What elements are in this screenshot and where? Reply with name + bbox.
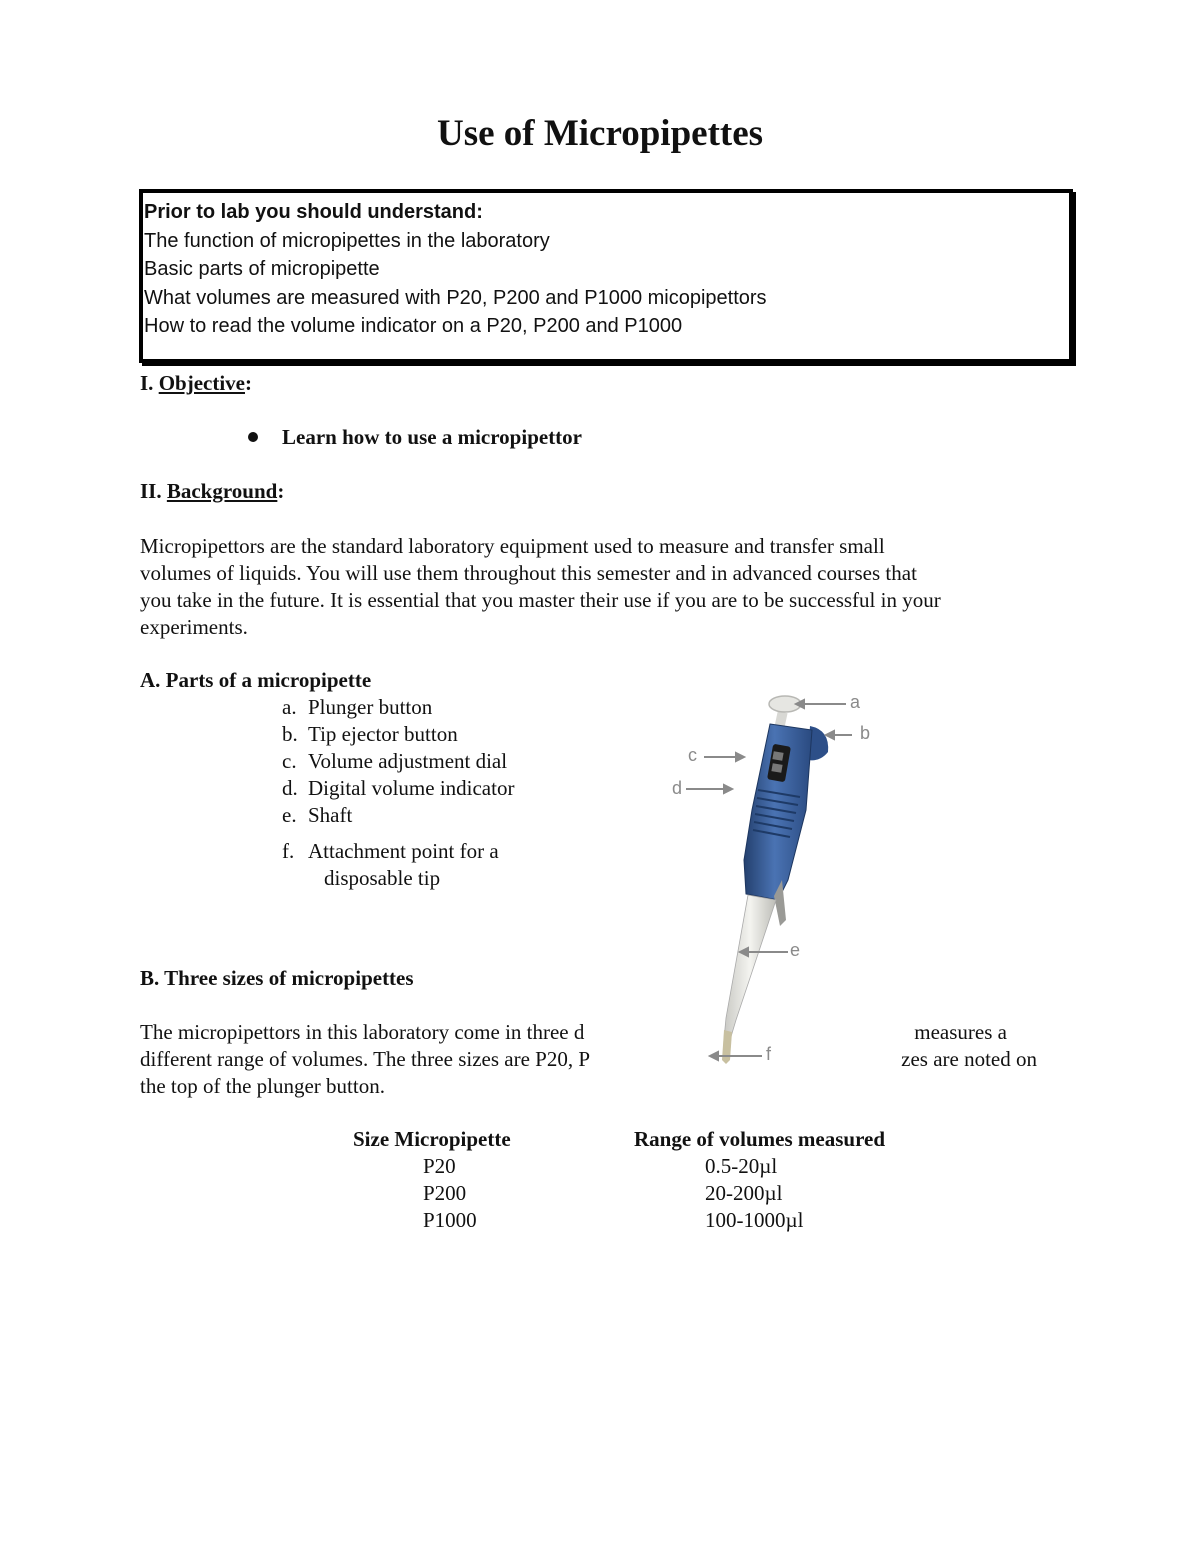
part-text: Digital volume indicator (308, 776, 515, 800)
paragraph-line: experiments. (140, 615, 248, 639)
objective-heading (140, 371, 252, 396)
parts-item-b (282, 722, 458, 747)
parts-item-c (282, 749, 507, 774)
background-colon: : (277, 479, 285, 503)
part-letter: f. (282, 839, 295, 863)
background-heading (140, 479, 284, 504)
parts-heading: A. Parts of a micropipette (140, 668, 372, 692)
table-cell-size: P200 (423, 1181, 467, 1205)
paragraph-line: you take in the future. It is essential that you master their use if you are to be successful in your (140, 588, 941, 612)
callout-label-f: f (766, 1044, 772, 1064)
part-text: Attachment point for a (308, 839, 499, 863)
parts-item-a (282, 695, 432, 720)
part-letter: a. (282, 695, 297, 719)
sizes-heading: B. Three sizes of micropipettes (140, 966, 414, 990)
arrow-head-icon (826, 731, 834, 739)
table-cell-range: 0.5-20µl (705, 1154, 778, 1178)
callout-label-e: e (790, 940, 801, 960)
sizes-line-2-right: zes are noted on (901, 1047, 1037, 1071)
sizes-line-3-left: the top of the plunger button. (140, 1074, 385, 1098)
objective-number: I. (140, 371, 159, 395)
arrow-head-icon (710, 1052, 718, 1060)
prior-box-heading: Prior to lab you should understand: (144, 201, 483, 223)
table-cell-size: P20 (423, 1154, 456, 1178)
table-header-size: Size Micropipette (353, 1127, 511, 1151)
callout-label-a: a (850, 692, 861, 712)
parts-item-f (282, 839, 499, 864)
part-text: Plunger button (308, 695, 433, 719)
callout-label-b: b (860, 723, 871, 743)
background-paragraph (140, 533, 1060, 641)
arrow-head-icon (736, 753, 744, 761)
arrow-head-icon (740, 948, 748, 956)
arrow-head-icon (796, 700, 804, 708)
table-cell-range: 20-200µl (705, 1181, 783, 1205)
objective-label: Objective (158, 371, 245, 395)
paragraph-line: volumes of liquids. You will use them throughout this semester and in advanced courses that (140, 561, 917, 585)
part-letter: b. (282, 722, 298, 746)
prior-box-item: The function of micropipettes in the laboratory (144, 229, 550, 252)
objective-bullet-text: Learn how to use a micropipettor (282, 425, 582, 449)
parts-item-e (282, 803, 352, 828)
part-text: Volume adjustment dial (308, 749, 508, 773)
callout-label-d: d (672, 778, 683, 798)
background-label: Background (166, 479, 278, 503)
sizes-line-1-left: The micropipettors in this laboratory come in three d (140, 1020, 585, 1044)
prior-box-item: How to read the volume indicator on a P20, P200 and P1000 (144, 315, 683, 338)
callout-layer (660, 690, 910, 1090)
objective-colon: : (244, 371, 252, 395)
table-cell-size: P1000 (423, 1208, 477, 1232)
arrow-head-icon (724, 785, 732, 793)
table-cell-range: 100-1000µl (705, 1208, 804, 1232)
part-letter: c. (282, 749, 297, 773)
background-number: II. (140, 479, 167, 503)
table-header-range: Range of volumes measured (634, 1127, 886, 1151)
prior-box-item: Basic parts of micropipette (144, 258, 380, 281)
sizes-line-2-left: different range of volumes. The three sizes are P20, P (140, 1047, 591, 1071)
sizes-line-1-right: measures a (914, 1020, 1007, 1044)
part-letter: e. (282, 803, 297, 827)
parts-item-f-continuation: disposable tip (324, 866, 441, 890)
parts-item-d (282, 776, 514, 801)
prior-box-item: What volumes are measured with P20, P200 and P1000 micopipettors (144, 286, 767, 309)
page-title: Use of Micropipettes (436, 113, 764, 154)
part-text: Shaft (308, 803, 353, 827)
callout-label-c: c (688, 745, 697, 765)
bullet-dot (248, 432, 258, 442)
paragraph-line: Micropipettors are the standard laboratory equipment used to measure and transfer small (140, 534, 885, 558)
prior-knowledge-box (139, 189, 1073, 363)
part-text: Tip ejector button (308, 722, 458, 746)
part-letter: d. (282, 776, 298, 800)
